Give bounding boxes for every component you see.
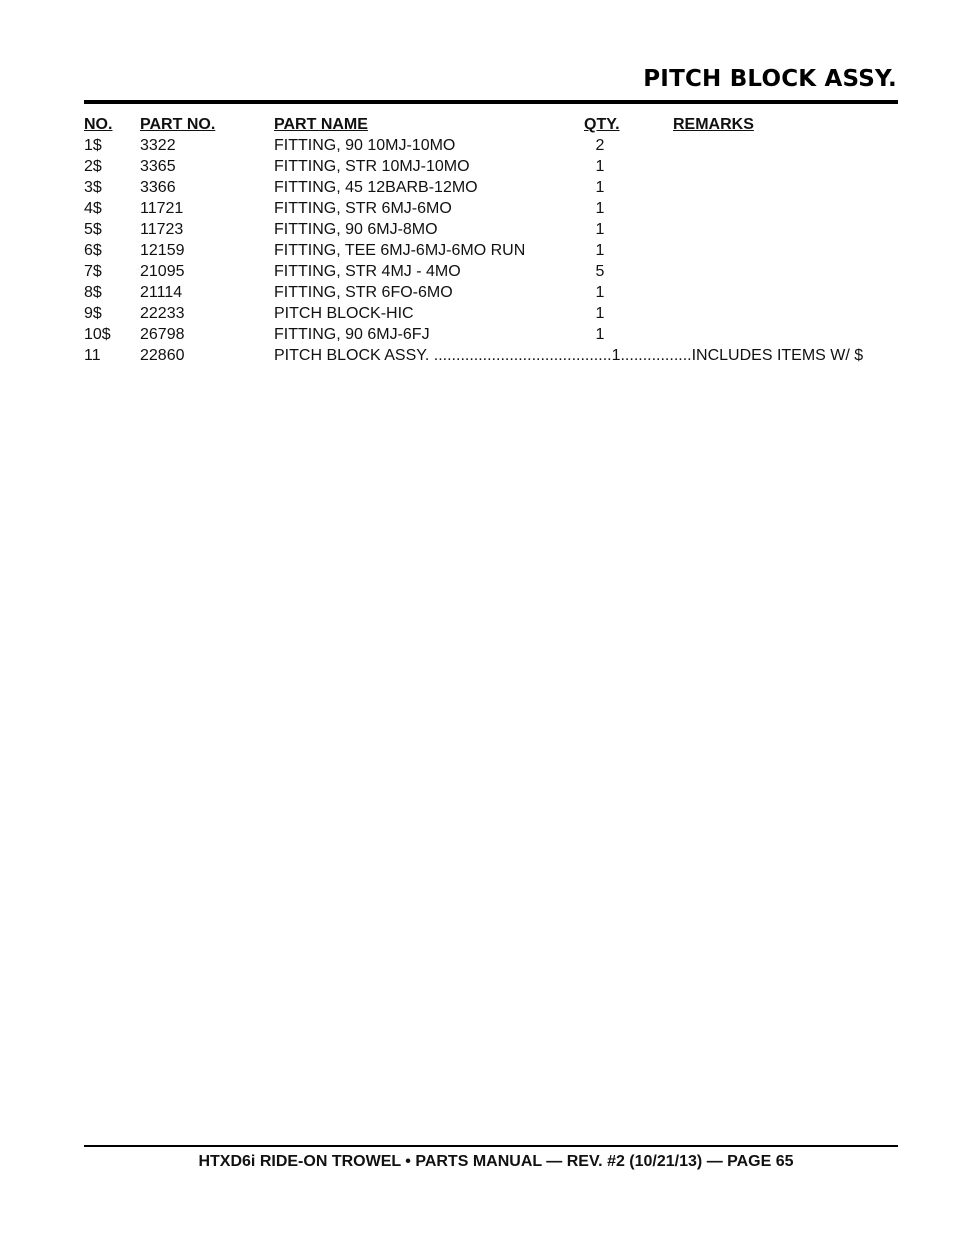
item-no: 10$: [84, 326, 111, 343]
qty: 1: [595, 200, 605, 217]
part-name: FITTING, 90 10MJ-10MO: [274, 137, 456, 154]
title-rule: [84, 100, 898, 104]
part-no: 21114: [140, 284, 183, 301]
footer-rule: [84, 1145, 898, 1147]
item-no: 11: [84, 347, 101, 364]
table-row: [84, 135, 898, 156]
qty: 2: [595, 137, 605, 154]
part-name: FITTING, STR 4MJ - 4MO: [274, 263, 461, 280]
table-row: [84, 324, 898, 345]
part-no: 26798: [140, 326, 185, 343]
column-header-qty: QTY.: [584, 116, 620, 133]
table-row: [84, 240, 898, 261]
column-header-remarks: REMARKS: [673, 116, 754, 133]
qty: 1: [595, 158, 605, 175]
table-row: [84, 219, 898, 240]
column-header-part-no: PART NO.: [140, 116, 216, 133]
page-title: PITCH BLOCK ASSY.: [643, 66, 897, 92]
qty: 1: [595, 305, 605, 322]
part-name: FITTING, TEE 6MJ-6MJ-6MO RUN: [274, 242, 526, 259]
item-no: 6$: [84, 242, 102, 259]
item-no: 2$: [84, 158, 102, 175]
part-no: 11721: [140, 200, 184, 217]
table-row: [84, 198, 898, 219]
assembly-line: PITCH BLOCK ASSY. ........................................1................INCLUDES ITEMS W/ $: [274, 347, 864, 364]
table-row: [84, 303, 898, 324]
qty: 1: [595, 221, 605, 238]
part-name: FITTING, 90 6MJ-8MO: [274, 221, 438, 238]
item-no: 1$: [84, 137, 102, 154]
table-row: [84, 156, 898, 177]
part-no: 3322: [140, 137, 176, 154]
part-name: FITTING, STR 6MJ-6MO: [274, 200, 452, 217]
item-no: 4$: [84, 200, 102, 217]
part-name: PITCH BLOCK-HIC: [274, 305, 414, 322]
table-row-assembly: [84, 345, 898, 366]
column-header-no: NO.: [84, 116, 113, 133]
qty: 1: [595, 242, 605, 259]
table-row: [84, 177, 898, 198]
qty: 1: [595, 179, 605, 196]
item-no: 5$: [84, 221, 102, 238]
part-no: 3365: [140, 158, 176, 175]
part-no: 22233: [140, 305, 185, 322]
page-footer: HTXD6i RIDE-ON TROWEL • PARTS MANUAL — REV. #2 (10/21/13) — PAGE 65: [198, 1153, 794, 1170]
qty: 5: [595, 263, 605, 280]
part-no: 21095: [140, 263, 185, 280]
part-no: 22860: [140, 347, 185, 364]
item-no: 3$: [84, 179, 102, 196]
qty: 1: [595, 284, 605, 301]
parts-table: [84, 114, 898, 366]
qty: 1: [595, 326, 605, 343]
part-name: FITTING, STR 10MJ-10MO: [274, 158, 470, 175]
item-no: 9$: [84, 305, 102, 322]
part-name: FITTING, STR 6FO-6MO: [274, 284, 453, 301]
part-name: FITTING, 45 12BARB-12MO: [274, 179, 478, 196]
table-header: [84, 114, 898, 135]
item-no: 7$: [84, 263, 102, 280]
table-row: [84, 282, 898, 303]
table-row: [84, 261, 898, 282]
item-no: 8$: [84, 284, 102, 301]
column-header-part-name: PART NAME: [274, 116, 368, 133]
part-no: 12159: [140, 242, 185, 259]
part-no: 3366: [140, 179, 176, 196]
part-no: 11723: [140, 221, 184, 238]
part-name: FITTING, 90 6MJ-6FJ: [274, 326, 430, 343]
